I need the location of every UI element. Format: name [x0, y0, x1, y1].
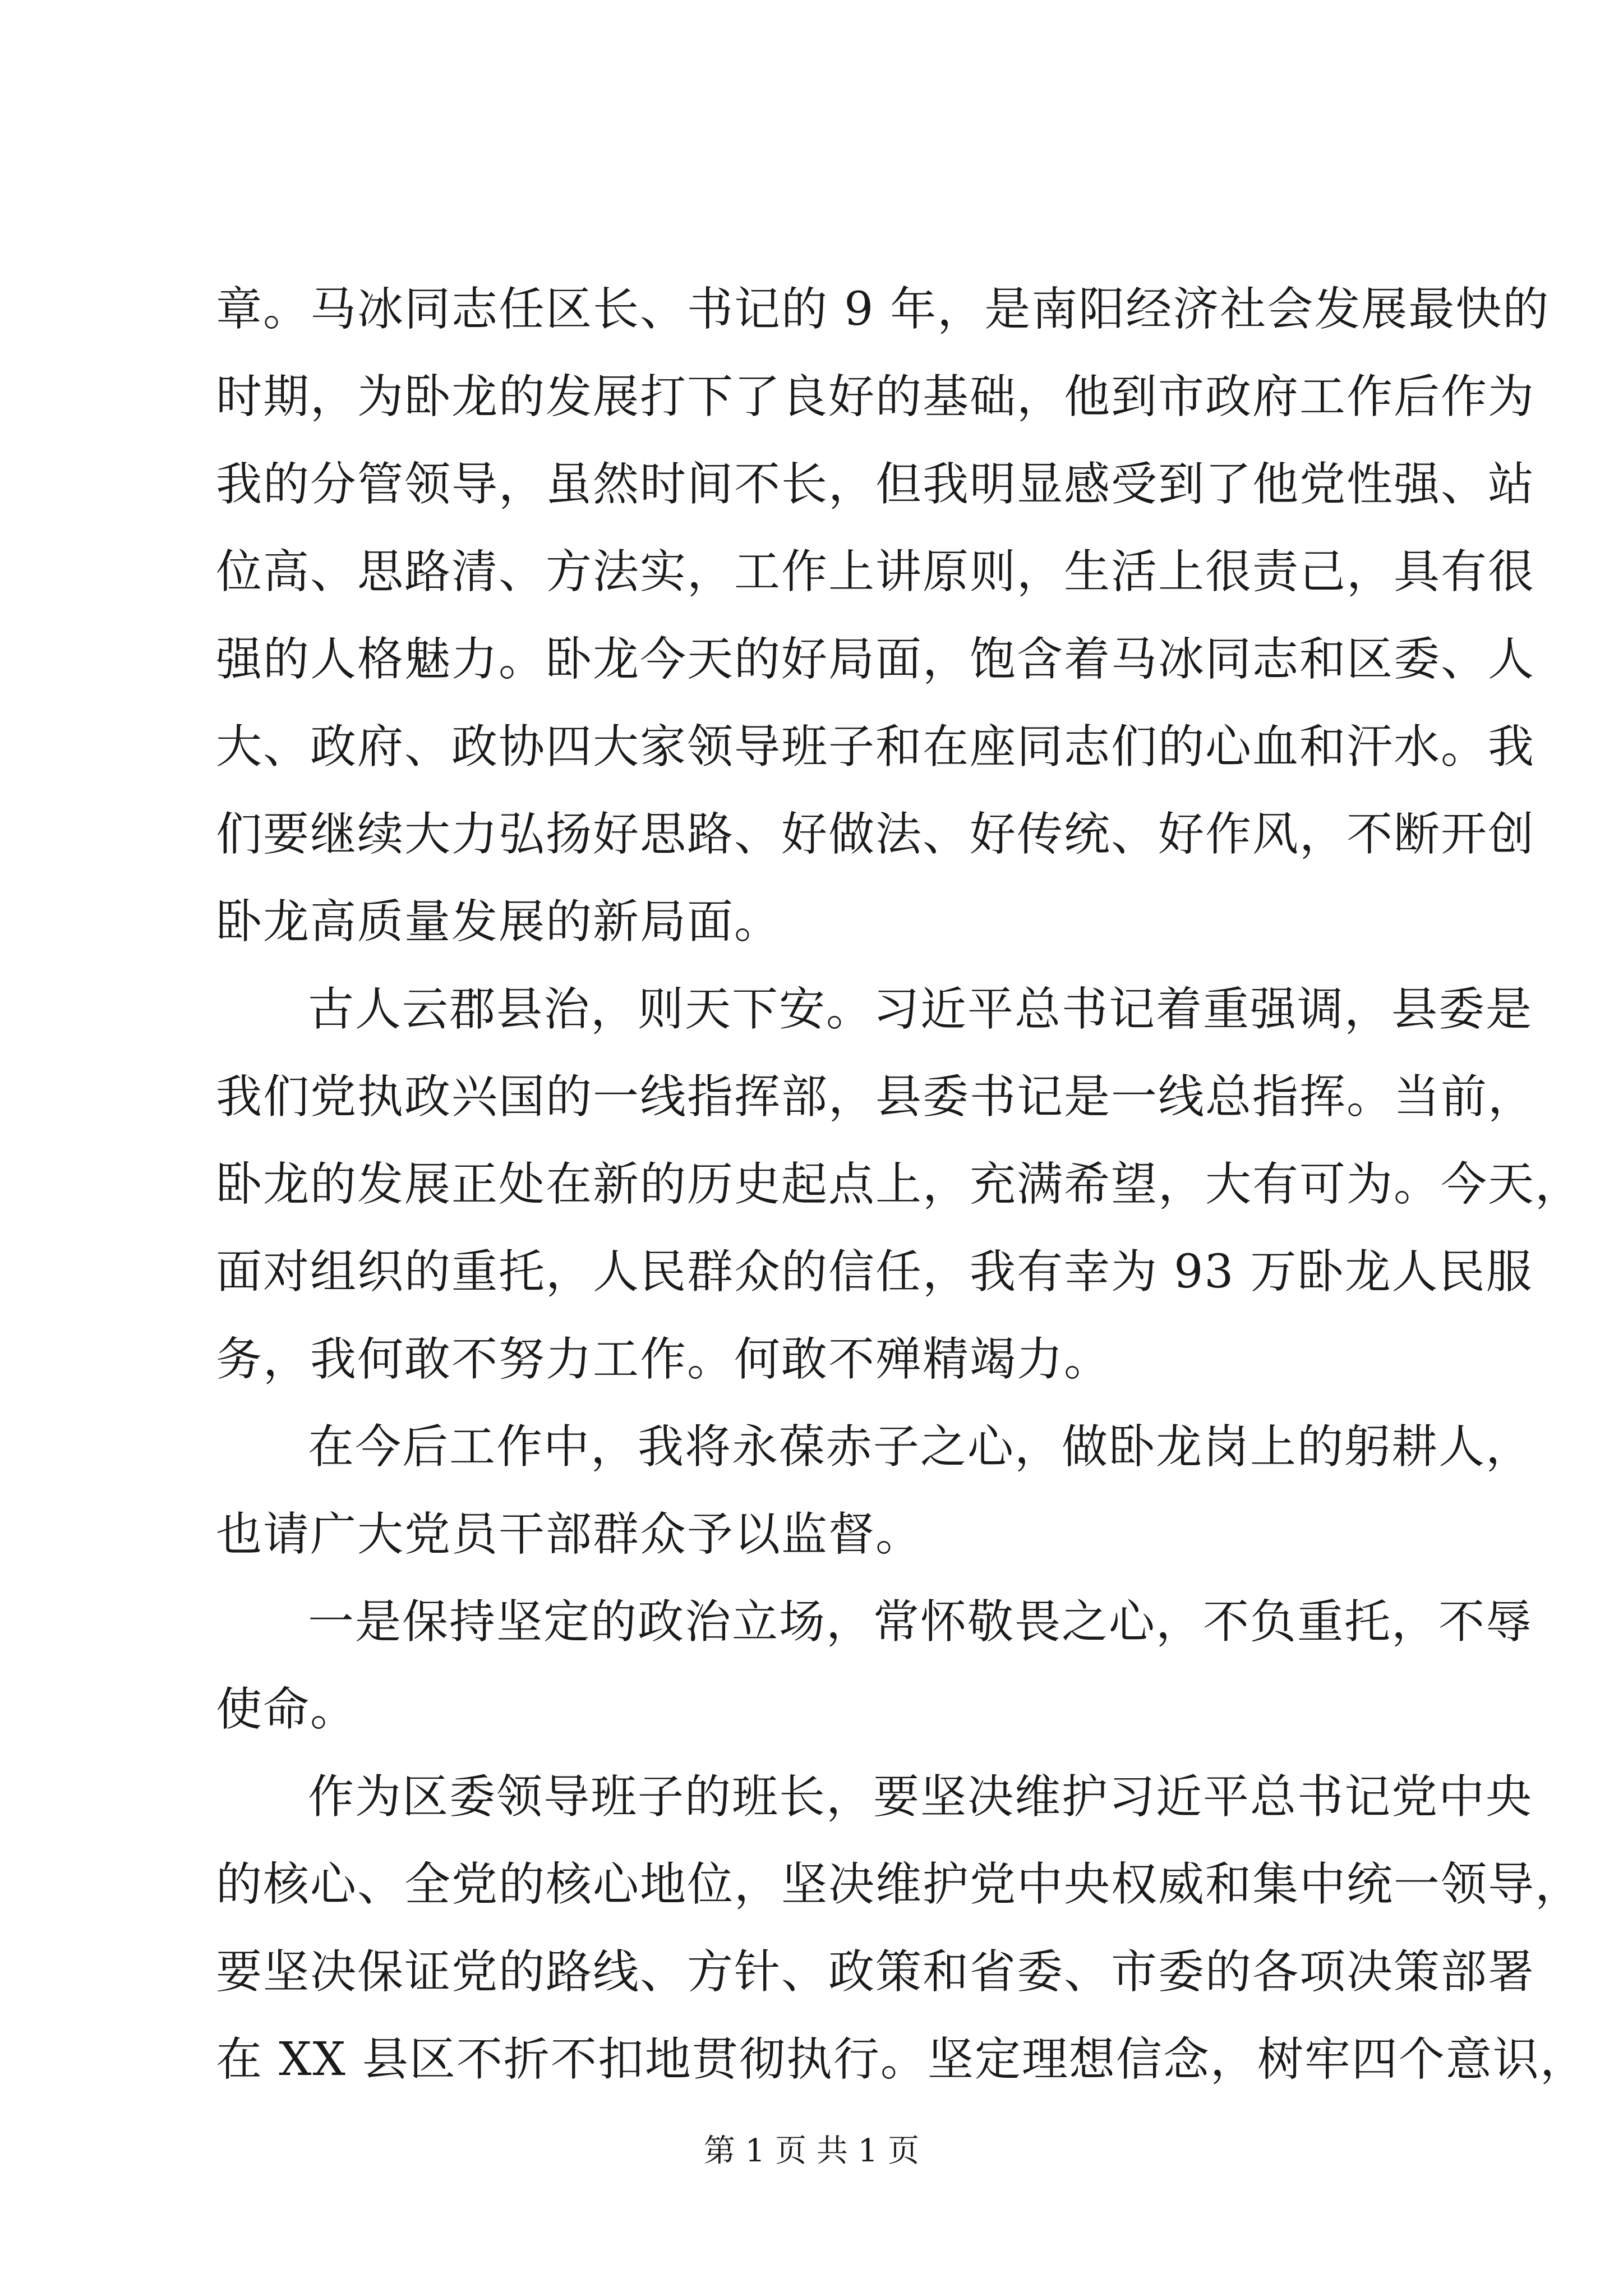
page-number-footer: 第 1 页 共 1 页 — [703, 2133, 920, 2169]
body-text-line: 卧龙的发展正处在新的历史起点上，充满希望，大有可为。今天， — [216, 1158, 1583, 1211]
body-text-line: 在 XX 县区不折不扣地贯彻执行。坚定理想信念，树牢四个意识， — [216, 2033, 1587, 2086]
body-text-line: 务，我何敢不努力工作。何敢不殚精竭力。 — [216, 1333, 1112, 1386]
body-text-line: 们要继续大力弘扬好思路、好做法、好传统、好作风，不断开创 — [216, 808, 1536, 861]
section-heading-line: 使命。 — [216, 1683, 358, 1736]
body-text-line: 我们党执政兴国的一线指挥部，县委书记是一线总指挥。当前， — [216, 1070, 1536, 1124]
body-text-line: 强的人格魅力。卧龙今天的好局面，饱含着马冰同志和区委、人 — [216, 633, 1536, 686]
body-text-line: 章。马冰同志任区长、书记的 9 年，是南阳经济社会发展最快的 — [216, 283, 1550, 336]
body-text-line: 时期，为卧龙的发展打下了良好的基础，他到市政府工作后作为 — [216, 370, 1536, 424]
body-text-line: 大、政府、政协四大家领导班子和在座同志们的心血和汗水。我 — [216, 720, 1536, 774]
body-text-line: 古人云郡县治，则天下安。习近平总书记着重强调，县委是 — [308, 983, 1533, 1036]
section-heading-line: 一是保持坚定的政治立场，常怀敬畏之心，不负重托，不辱 — [308, 1595, 1533, 1649]
body-text-line: 在今后工作中，我将永葆赤子之心，做卧龙岗上的躬耕人， — [308, 1420, 1533, 1474]
body-text-line: 要坚决保证党的路线、方针、政策和省委、市委的各项决策部署 — [216, 1945, 1536, 1999]
body-text-line: 的核心、全党的核心地位，坚决维护党中央权威和集中统一领导， — [216, 1858, 1583, 1911]
body-text-line: 也请广大党员干部群众予以监督。 — [216, 1508, 923, 1561]
body-text-line: 面对组织的重托，人民群众的信任，我有幸为 93 万卧龙人民服 — [216, 1245, 1533, 1299]
body-text-line: 我的分管领导，虽然时间不长，但我明显感受到了他党性强、站 — [216, 458, 1536, 511]
body-text-line: 卧龙高质量发展的新局面。 — [216, 895, 782, 949]
body-text-line: 作为区委领导班子的班长，要坚决维护习近平总书记党中央 — [308, 1770, 1533, 1824]
body-text-line: 位高、思路清、方法实，工作上讲原则，生活上很责己，具有很 — [216, 545, 1536, 599]
